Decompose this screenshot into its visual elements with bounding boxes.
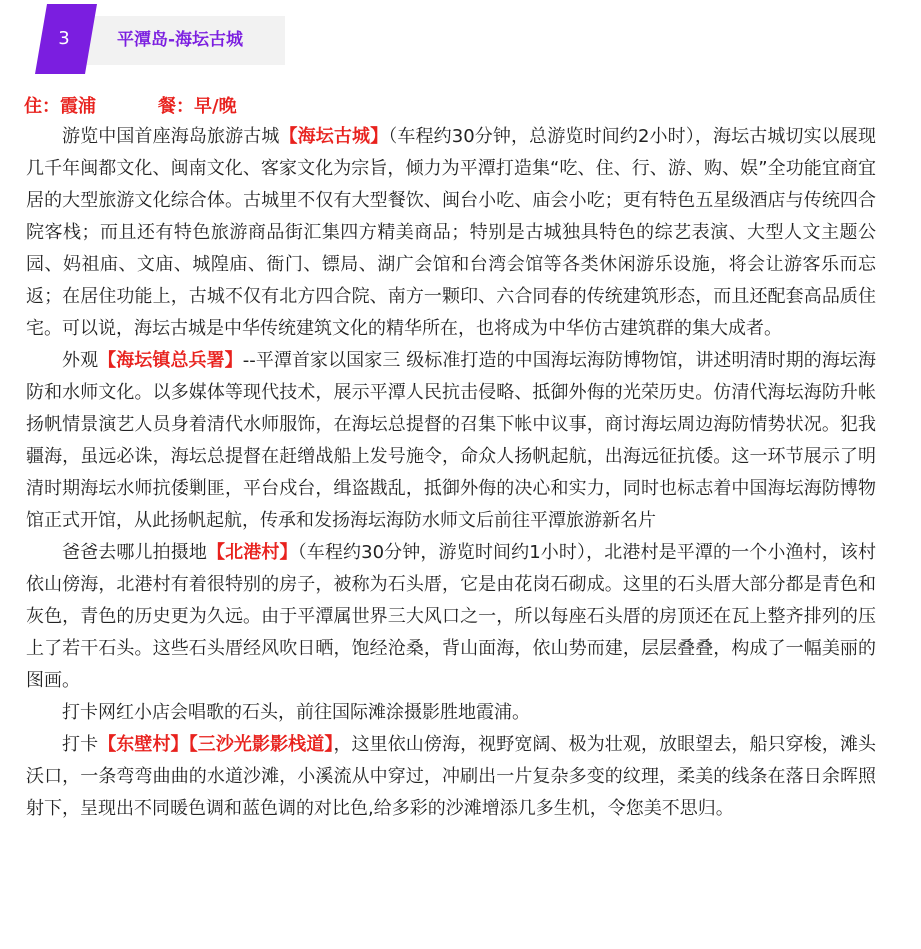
text-run: 外观 — [62, 350, 99, 371]
text-run: 爸爸去哪儿拍摄地 — [62, 542, 208, 563]
highlight-dongbi-village: 【东壁村】 — [98, 734, 189, 755]
itinerary-content — [26, 121, 876, 825]
text-run: 打卡网红小店会唱歌的石头，前往国际滩涂摄影胜地霞浦。 — [62, 702, 530, 723]
paragraph-garrison-office — [26, 345, 876, 537]
stay-info: 住：霞浦 — [24, 96, 96, 117]
text-run: ，这里依山傍海，视野宽阔、极为壮观，放眼望去，船只穿梭，滩头沃口，一条弯弯曲曲的水道沙滩，小溪流从中穿过，冲刷出一片复杂多变的纹理，柔美的线条在落日余晖照射下，呈现出不同暖色调和蓝色调的对比色,给多彩的沙滩增添几多生机，令您美不思归。 — [26, 734, 877, 819]
text-run: （车程约30分钟，游览时间约1小时），北港村是平潭的一个小渔村，该村依山傍海，北港村有着很特别的房子，被称为石头厝，它是由花岗石砌成。这里的石头厝大部分都是青色和灰色，青色的历史更为久远。由于平潭属世界三大风口之一，所以每座石头厝的房顶还在瓦上整齐排列的压上了若干石头。这些石头厝经风吹日晒，饱经沧桑，背山面海，依山势而建，层层叠叠，构成了一幅美丽的图画。 — [26, 542, 877, 691]
text-run: 游览中国首座海岛旅游古城 — [62, 126, 280, 147]
paragraph-dongbi-village — [26, 729, 876, 825]
highlight-sansha-boardwalk: 【三沙光影影栈道】 — [188, 734, 334, 755]
paragraph-singing-stone — [26, 697, 876, 729]
day-number: 3 — [58, 28, 70, 49]
highlight-haitan-ancient-city: 【海坛古城】 — [279, 126, 389, 147]
stay-meal-line — [24, 92, 237, 118]
highlight-garrison-office: 【海坛镇总兵署】 — [98, 350, 243, 371]
text-run: （车程约30分钟，总游览时间约2小时），海坛古城切实以展现几千年闽都文化、闽南文化、客家文化为宗旨，倾力为平潭打造集“吃、住、行、游、购、娱”全功能宜商宜居的大型旅游文化综合体。古城里不仅有大型餐饮、闽台小吃、庙会小吃；更有特色五星级酒店与传统四合院客栈；而且还有特色旅游商品街汇集四方精美商品；特别是古城独具特色的综艺表演、大型人文主题公园、妈祖庙、文庙、城隍庙、衙门、镖局、湖广会馆和台湾会馆等各类休闲游乐设施，将会让游客乐而忘返；在居住功能上，古城不仅有北方四合院、南方一颗印、六合同春的传统建筑形态，而且还配套高品质住宅。可以说，海坛古城是中华传统建筑文化的精华所在，也将成为中华仿古建筑群的集大成者。 — [26, 126, 877, 339]
meal-info: 餐：早/晚 — [158, 96, 237, 117]
highlight-beigang-village: 【北港村】 — [207, 542, 298, 563]
day-header — [35, 4, 285, 61]
text-run: --平潭首家以国家三 级标准打造的中国海坛海防博物馆，讲述明清时期的海坛海防和水师文化。以多媒体等现代技术，展示平潭人民抗击侵略、抵御外侮的光荣历史。仿清代海坛海防升帐扬帆情景演艺人员身着清代水师服饰，在海坛总提督的召集下帐中议事，商讨海坛周边海防情势状况。犯我疆海，虽远必诛，海坛总提督在赶缯战船上发号施令，命众人扬帆起航，出海远征抗倭。这一环节展示了明清时期海坛水师抗倭剿匪，平台戍台，缉盗戡乱，抵御外侮的决心和实力，同时也标志着中国海坛海防博物馆正式开馆，从此扬帆起航，传承和发扬海坛海防水师文后前往平潭旅游新名片 — [26, 350, 877, 531]
paragraph-beigang-village — [26, 537, 876, 697]
text-run: 打卡 — [62, 734, 99, 755]
day-title: 平潭岛-海坛古城 — [117, 30, 244, 50]
paragraph-haitan-ancient-city — [26, 121, 876, 345]
